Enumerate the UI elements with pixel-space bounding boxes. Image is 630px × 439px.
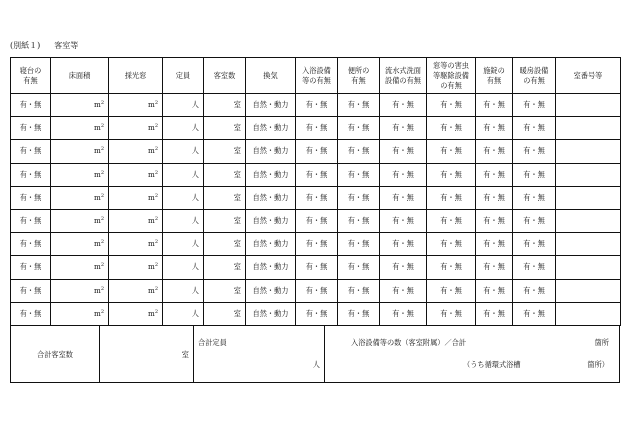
bed-cell[interactable]: 有・無 bbox=[11, 302, 51, 325]
room-number-cell[interactable] bbox=[556, 256, 621, 279]
pest-control-cell[interactable]: 有・無 bbox=[427, 233, 476, 256]
bed-cell[interactable]: 有・無 bbox=[11, 256, 51, 279]
heating-cell[interactable]: 有・無 bbox=[513, 163, 556, 186]
guest-room-table bbox=[10, 57, 621, 326]
heating-cell[interactable]: 有・無 bbox=[513, 302, 556, 325]
toilet-cell[interactable]: 有・無 bbox=[338, 279, 380, 302]
room-number-cell[interactable] bbox=[556, 302, 621, 325]
square-meter-unit: m bbox=[147, 262, 155, 272]
window-area-cell[interactable] bbox=[109, 163, 163, 186]
bath-count-field[interactable] bbox=[325, 326, 619, 382]
square-superscript: 2 bbox=[154, 123, 158, 130]
ventilation-cell[interactable]: 自然・動力 bbox=[246, 94, 296, 117]
header-pest-control: 窓等の害虫 等駆除設備 の有無 bbox=[427, 58, 476, 94]
table-row bbox=[11, 186, 621, 209]
bed-cell[interactable]: 有・無 bbox=[11, 209, 51, 232]
washbasin-cell[interactable]: 有・無 bbox=[380, 186, 427, 209]
capacity-cell[interactable]: 人 bbox=[163, 186, 204, 209]
table-row bbox=[11, 279, 621, 302]
ventilation-cell[interactable]: 自然・動力 bbox=[246, 163, 296, 186]
bath-count-unit: 箇所 bbox=[594, 338, 609, 347]
room-count-cell[interactable]: 室 bbox=[204, 302, 246, 325]
square-meter-unit: m bbox=[93, 239, 101, 249]
window-area-cell[interactable] bbox=[109, 140, 163, 163]
room-number-cell[interactable] bbox=[556, 279, 621, 302]
washbasin-cell[interactable]: 有・無 bbox=[380, 140, 427, 163]
window-area-cell[interactable] bbox=[109, 279, 163, 302]
capacity-cell[interactable]: 人 bbox=[163, 163, 204, 186]
room-count-cell[interactable]: 室 bbox=[204, 94, 246, 117]
window-area-cell[interactable] bbox=[109, 302, 163, 325]
square-superscript: 2 bbox=[154, 308, 158, 315]
capacity-cell[interactable]: 人 bbox=[163, 256, 204, 279]
square-meter-unit: m bbox=[93, 169, 101, 179]
square-superscript: 2 bbox=[100, 192, 104, 199]
toilet-cell[interactable]: 有・無 bbox=[338, 186, 380, 209]
table-row bbox=[11, 117, 621, 140]
ventilation-cell[interactable]: 自然・動力 bbox=[246, 302, 296, 325]
heating-cell[interactable]: 有・無 bbox=[513, 279, 556, 302]
bath-cell[interactable]: 有・無 bbox=[296, 256, 338, 279]
square-meter-unit: m bbox=[93, 308, 101, 318]
pest-control-cell[interactable]: 有・無 bbox=[427, 163, 476, 186]
toilet-cell[interactable]: 有・無 bbox=[338, 233, 380, 256]
header-heating: 暖房設備 の有無 bbox=[513, 58, 556, 94]
pest-control-cell[interactable]: 有・無 bbox=[427, 302, 476, 325]
room-number-cell[interactable] bbox=[556, 117, 621, 140]
room-number-cell[interactable] bbox=[556, 233, 621, 256]
heating-cell[interactable]: 有・無 bbox=[513, 140, 556, 163]
total-rooms-label-cell bbox=[11, 326, 100, 382]
square-meter-unit: m bbox=[93, 216, 101, 226]
lock-cell[interactable]: 有・無 bbox=[476, 302, 513, 325]
square-meter-unit: m bbox=[93, 123, 101, 133]
washbasin-cell[interactable]: 有・無 bbox=[380, 279, 427, 302]
ventilation-cell[interactable]: 自然・動力 bbox=[246, 279, 296, 302]
bed-cell[interactable]: 有・無 bbox=[11, 140, 51, 163]
washbasin-cell[interactable]: 有・無 bbox=[380, 233, 427, 256]
washbasin-cell[interactable]: 有・無 bbox=[380, 302, 427, 325]
square-meter-unit: m bbox=[147, 285, 155, 295]
toilet-cell[interactable]: 有・無 bbox=[338, 302, 380, 325]
total-rooms-unit: 室 bbox=[181, 350, 189, 359]
floor-area-cell[interactable] bbox=[51, 233, 109, 256]
lock-cell[interactable]: 有・無 bbox=[476, 279, 513, 302]
square-superscript: 2 bbox=[154, 239, 158, 246]
square-superscript: 2 bbox=[100, 146, 104, 153]
header-bath: 入浴設備 等の有無 bbox=[296, 58, 338, 94]
square-superscript: 2 bbox=[154, 262, 158, 269]
room-number-cell[interactable] bbox=[556, 209, 621, 232]
bath-count-label: 入浴設備等の数（客室附属）／合計 bbox=[351, 338, 467, 347]
square-superscript: 2 bbox=[100, 123, 104, 130]
window-area-cell[interactable] bbox=[109, 94, 163, 117]
bath-cell[interactable]: 有・無 bbox=[296, 186, 338, 209]
heating-cell[interactable]: 有・無 bbox=[513, 94, 556, 117]
square-meter-unit: m bbox=[147, 169, 155, 179]
floor-area-cell[interactable] bbox=[51, 94, 109, 117]
capacity-cell[interactable]: 人 bbox=[163, 233, 204, 256]
floor-area-cell[interactable] bbox=[51, 186, 109, 209]
annex-label: (別紙１) bbox=[10, 41, 41, 50]
toilet-cell[interactable]: 有・無 bbox=[338, 117, 380, 140]
header-toilet: 便所の 有無 bbox=[338, 58, 380, 94]
washbasin-cell[interactable]: 有・無 bbox=[380, 117, 427, 140]
header-lock: 施錠の 有無 bbox=[476, 58, 513, 94]
pest-control-cell[interactable]: 有・無 bbox=[427, 209, 476, 232]
total-rooms-label: 合計客室数 bbox=[37, 350, 73, 359]
capacity-cell[interactable]: 人 bbox=[163, 279, 204, 302]
bath-cell[interactable]: 有・無 bbox=[296, 163, 338, 186]
ventilation-cell[interactable]: 自然・動力 bbox=[246, 209, 296, 232]
square-superscript: 2 bbox=[154, 285, 158, 292]
square-superscript: 2 bbox=[100, 216, 104, 223]
pest-control-cell[interactable]: 有・無 bbox=[427, 94, 476, 117]
floor-area-cell[interactable] bbox=[51, 117, 109, 140]
bath-cell[interactable]: 有・無 bbox=[296, 94, 338, 117]
heating-cell[interactable]: 有・無 bbox=[513, 233, 556, 256]
washbasin-cell[interactable]: 有・無 bbox=[380, 163, 427, 186]
header-ventilation: 換気 bbox=[246, 58, 296, 94]
floor-area-cell[interactable] bbox=[51, 209, 109, 232]
ventilation-cell[interactable]: 自然・動力 bbox=[246, 233, 296, 256]
heating-cell[interactable]: 有・無 bbox=[513, 117, 556, 140]
lock-cell[interactable]: 有・無 bbox=[476, 94, 513, 117]
bed-cell[interactable]: 有・無 bbox=[11, 163, 51, 186]
total-capacity-unit: 人 bbox=[312, 360, 320, 369]
square-meter-unit: m bbox=[147, 192, 155, 202]
capacity-cell[interactable]: 人 bbox=[163, 94, 204, 117]
room-count-cell[interactable]: 室 bbox=[204, 256, 246, 279]
square-superscript: 2 bbox=[100, 262, 104, 269]
square-superscript: 2 bbox=[154, 216, 158, 223]
heating-cell[interactable]: 有・無 bbox=[513, 209, 556, 232]
square-superscript: 2 bbox=[100, 239, 104, 246]
capacity-cell[interactable]: 人 bbox=[163, 117, 204, 140]
header-row bbox=[11, 58, 621, 94]
capacity-cell[interactable]: 人 bbox=[163, 209, 204, 232]
lock-cell[interactable]: 有・無 bbox=[476, 256, 513, 279]
bed-cell[interactable]: 有・無 bbox=[11, 279, 51, 302]
header-room-number: 室番号等 bbox=[556, 58, 621, 94]
header-capacity: 定員 bbox=[163, 58, 204, 94]
lock-cell[interactable]: 有・無 bbox=[476, 140, 513, 163]
lock-cell[interactable]: 有・無 bbox=[476, 209, 513, 232]
totals-footer bbox=[10, 326, 620, 383]
lock-cell[interactable]: 有・無 bbox=[476, 163, 513, 186]
bath-cell[interactable]: 有・無 bbox=[296, 233, 338, 256]
header-floor-area: 床面積 bbox=[51, 58, 109, 94]
bath-cell[interactable]: 有・無 bbox=[296, 117, 338, 140]
bath-cell[interactable]: 有・無 bbox=[296, 302, 338, 325]
table-row bbox=[11, 209, 621, 232]
square-meter-unit: m bbox=[93, 146, 101, 156]
square-meter-unit: m bbox=[93, 285, 101, 295]
capacity-cell[interactable]: 人 bbox=[163, 302, 204, 325]
floor-area-cell[interactable] bbox=[51, 256, 109, 279]
room-count-cell[interactable]: 室 bbox=[204, 233, 246, 256]
room-count-cell[interactable]: 室 bbox=[204, 186, 246, 209]
square-meter-unit: m bbox=[93, 100, 101, 110]
square-superscript: 2 bbox=[100, 285, 104, 292]
square-superscript: 2 bbox=[100, 308, 104, 315]
table-row bbox=[11, 302, 621, 325]
square-superscript: 2 bbox=[100, 169, 104, 176]
toilet-cell[interactable]: 有・無 bbox=[338, 256, 380, 279]
circulation-label: （うち循環式浴槽 bbox=[463, 360, 521, 369]
ventilation-cell[interactable]: 自然・動力 bbox=[246, 117, 296, 140]
lock-cell[interactable]: 有・無 bbox=[476, 117, 513, 140]
square-meter-unit: m bbox=[93, 192, 101, 202]
washbasin-cell[interactable]: 有・無 bbox=[380, 256, 427, 279]
square-superscript: 2 bbox=[154, 169, 158, 176]
square-meter-unit: m bbox=[147, 100, 155, 110]
table-row bbox=[11, 94, 621, 117]
ventilation-cell[interactable]: 自然・動力 bbox=[246, 186, 296, 209]
header-bed: 寝台の 有無 bbox=[11, 58, 51, 94]
pest-control-cell[interactable]: 有・無 bbox=[427, 279, 476, 302]
form-caption bbox=[10, 40, 78, 52]
window-area-cell[interactable] bbox=[109, 117, 163, 140]
heating-cell[interactable]: 有・無 bbox=[513, 256, 556, 279]
square-superscript: 2 bbox=[100, 100, 104, 107]
bed-cell[interactable]: 有・無 bbox=[11, 186, 51, 209]
window-area-cell[interactable] bbox=[109, 233, 163, 256]
square-meter-unit: m bbox=[147, 308, 155, 318]
square-superscript: 2 bbox=[154, 100, 158, 107]
ventilation-cell[interactable]: 自然・動力 bbox=[246, 140, 296, 163]
room-number-cell[interactable] bbox=[556, 140, 621, 163]
table-row bbox=[11, 140, 621, 163]
square-meter-unit: m bbox=[147, 146, 155, 156]
toilet-cell[interactable]: 有・無 bbox=[338, 209, 380, 232]
bath-cell[interactable]: 有・無 bbox=[296, 140, 338, 163]
heating-cell[interactable]: 有・無 bbox=[513, 186, 556, 209]
floor-area-cell[interactable] bbox=[51, 163, 109, 186]
room-count-cell[interactable]: 室 bbox=[204, 163, 246, 186]
square-meter-unit: m bbox=[147, 216, 155, 226]
floor-area-cell[interactable] bbox=[51, 302, 109, 325]
pest-control-cell[interactable]: 有・無 bbox=[427, 117, 476, 140]
lock-cell[interactable]: 有・無 bbox=[476, 233, 513, 256]
room-number-cell[interactable] bbox=[556, 163, 621, 186]
toilet-cell[interactable]: 有・無 bbox=[338, 94, 380, 117]
table-row bbox=[11, 163, 621, 186]
bed-cell[interactable]: 有・無 bbox=[11, 233, 51, 256]
square-meter-unit: m bbox=[93, 262, 101, 272]
table-row bbox=[11, 256, 621, 279]
square-superscript: 2 bbox=[154, 192, 158, 199]
total-capacity-field[interactable] bbox=[194, 326, 325, 382]
header-room-count: 客室数 bbox=[204, 58, 246, 94]
bath-cell[interactable]: 有・無 bbox=[296, 209, 338, 232]
room-count-cell[interactable]: 室 bbox=[204, 279, 246, 302]
window-area-cell[interactable] bbox=[109, 209, 163, 232]
washbasin-cell[interactable]: 有・無 bbox=[380, 94, 427, 117]
window-area-cell[interactable] bbox=[109, 256, 163, 279]
room-number-cell[interactable] bbox=[556, 186, 621, 209]
washbasin-cell[interactable]: 有・無 bbox=[380, 209, 427, 232]
room-number-cell[interactable] bbox=[556, 94, 621, 117]
capacity-cell[interactable]: 人 bbox=[163, 140, 204, 163]
bed-cell[interactable]: 有・無 bbox=[11, 117, 51, 140]
toilet-cell[interactable]: 有・無 bbox=[338, 163, 380, 186]
total-rooms-field[interactable] bbox=[100, 326, 194, 382]
room-count-cell[interactable]: 室 bbox=[204, 117, 246, 140]
lock-cell[interactable]: 有・無 bbox=[476, 186, 513, 209]
pest-control-cell[interactable]: 有・無 bbox=[427, 140, 476, 163]
room-count-cell[interactable]: 室 bbox=[204, 140, 246, 163]
total-capacity-label: 合計定員 bbox=[198, 338, 227, 347]
bath-cell[interactable]: 有・無 bbox=[296, 279, 338, 302]
header-washbasin: 流水式洗面 設備の有無 bbox=[380, 58, 427, 94]
square-superscript: 2 bbox=[154, 146, 158, 153]
header-window-area: 採光窓 bbox=[109, 58, 163, 94]
floor-area-cell[interactable] bbox=[51, 140, 109, 163]
pest-control-cell[interactable]: 有・無 bbox=[427, 186, 476, 209]
circulation-unit: 箇所） bbox=[587, 360, 609, 369]
toilet-cell[interactable]: 有・無 bbox=[338, 140, 380, 163]
form-title: 客室等 bbox=[54, 41, 79, 50]
square-meter-unit: m bbox=[147, 239, 155, 249]
floor-area-cell[interactable] bbox=[51, 279, 109, 302]
square-meter-unit: m bbox=[147, 123, 155, 133]
table-row bbox=[11, 233, 621, 256]
ventilation-cell[interactable]: 自然・動力 bbox=[246, 256, 296, 279]
pest-control-cell[interactable]: 有・無 bbox=[427, 256, 476, 279]
bed-cell[interactable]: 有・無 bbox=[11, 94, 51, 117]
window-area-cell[interactable] bbox=[109, 186, 163, 209]
room-count-cell[interactable]: 室 bbox=[204, 209, 246, 232]
